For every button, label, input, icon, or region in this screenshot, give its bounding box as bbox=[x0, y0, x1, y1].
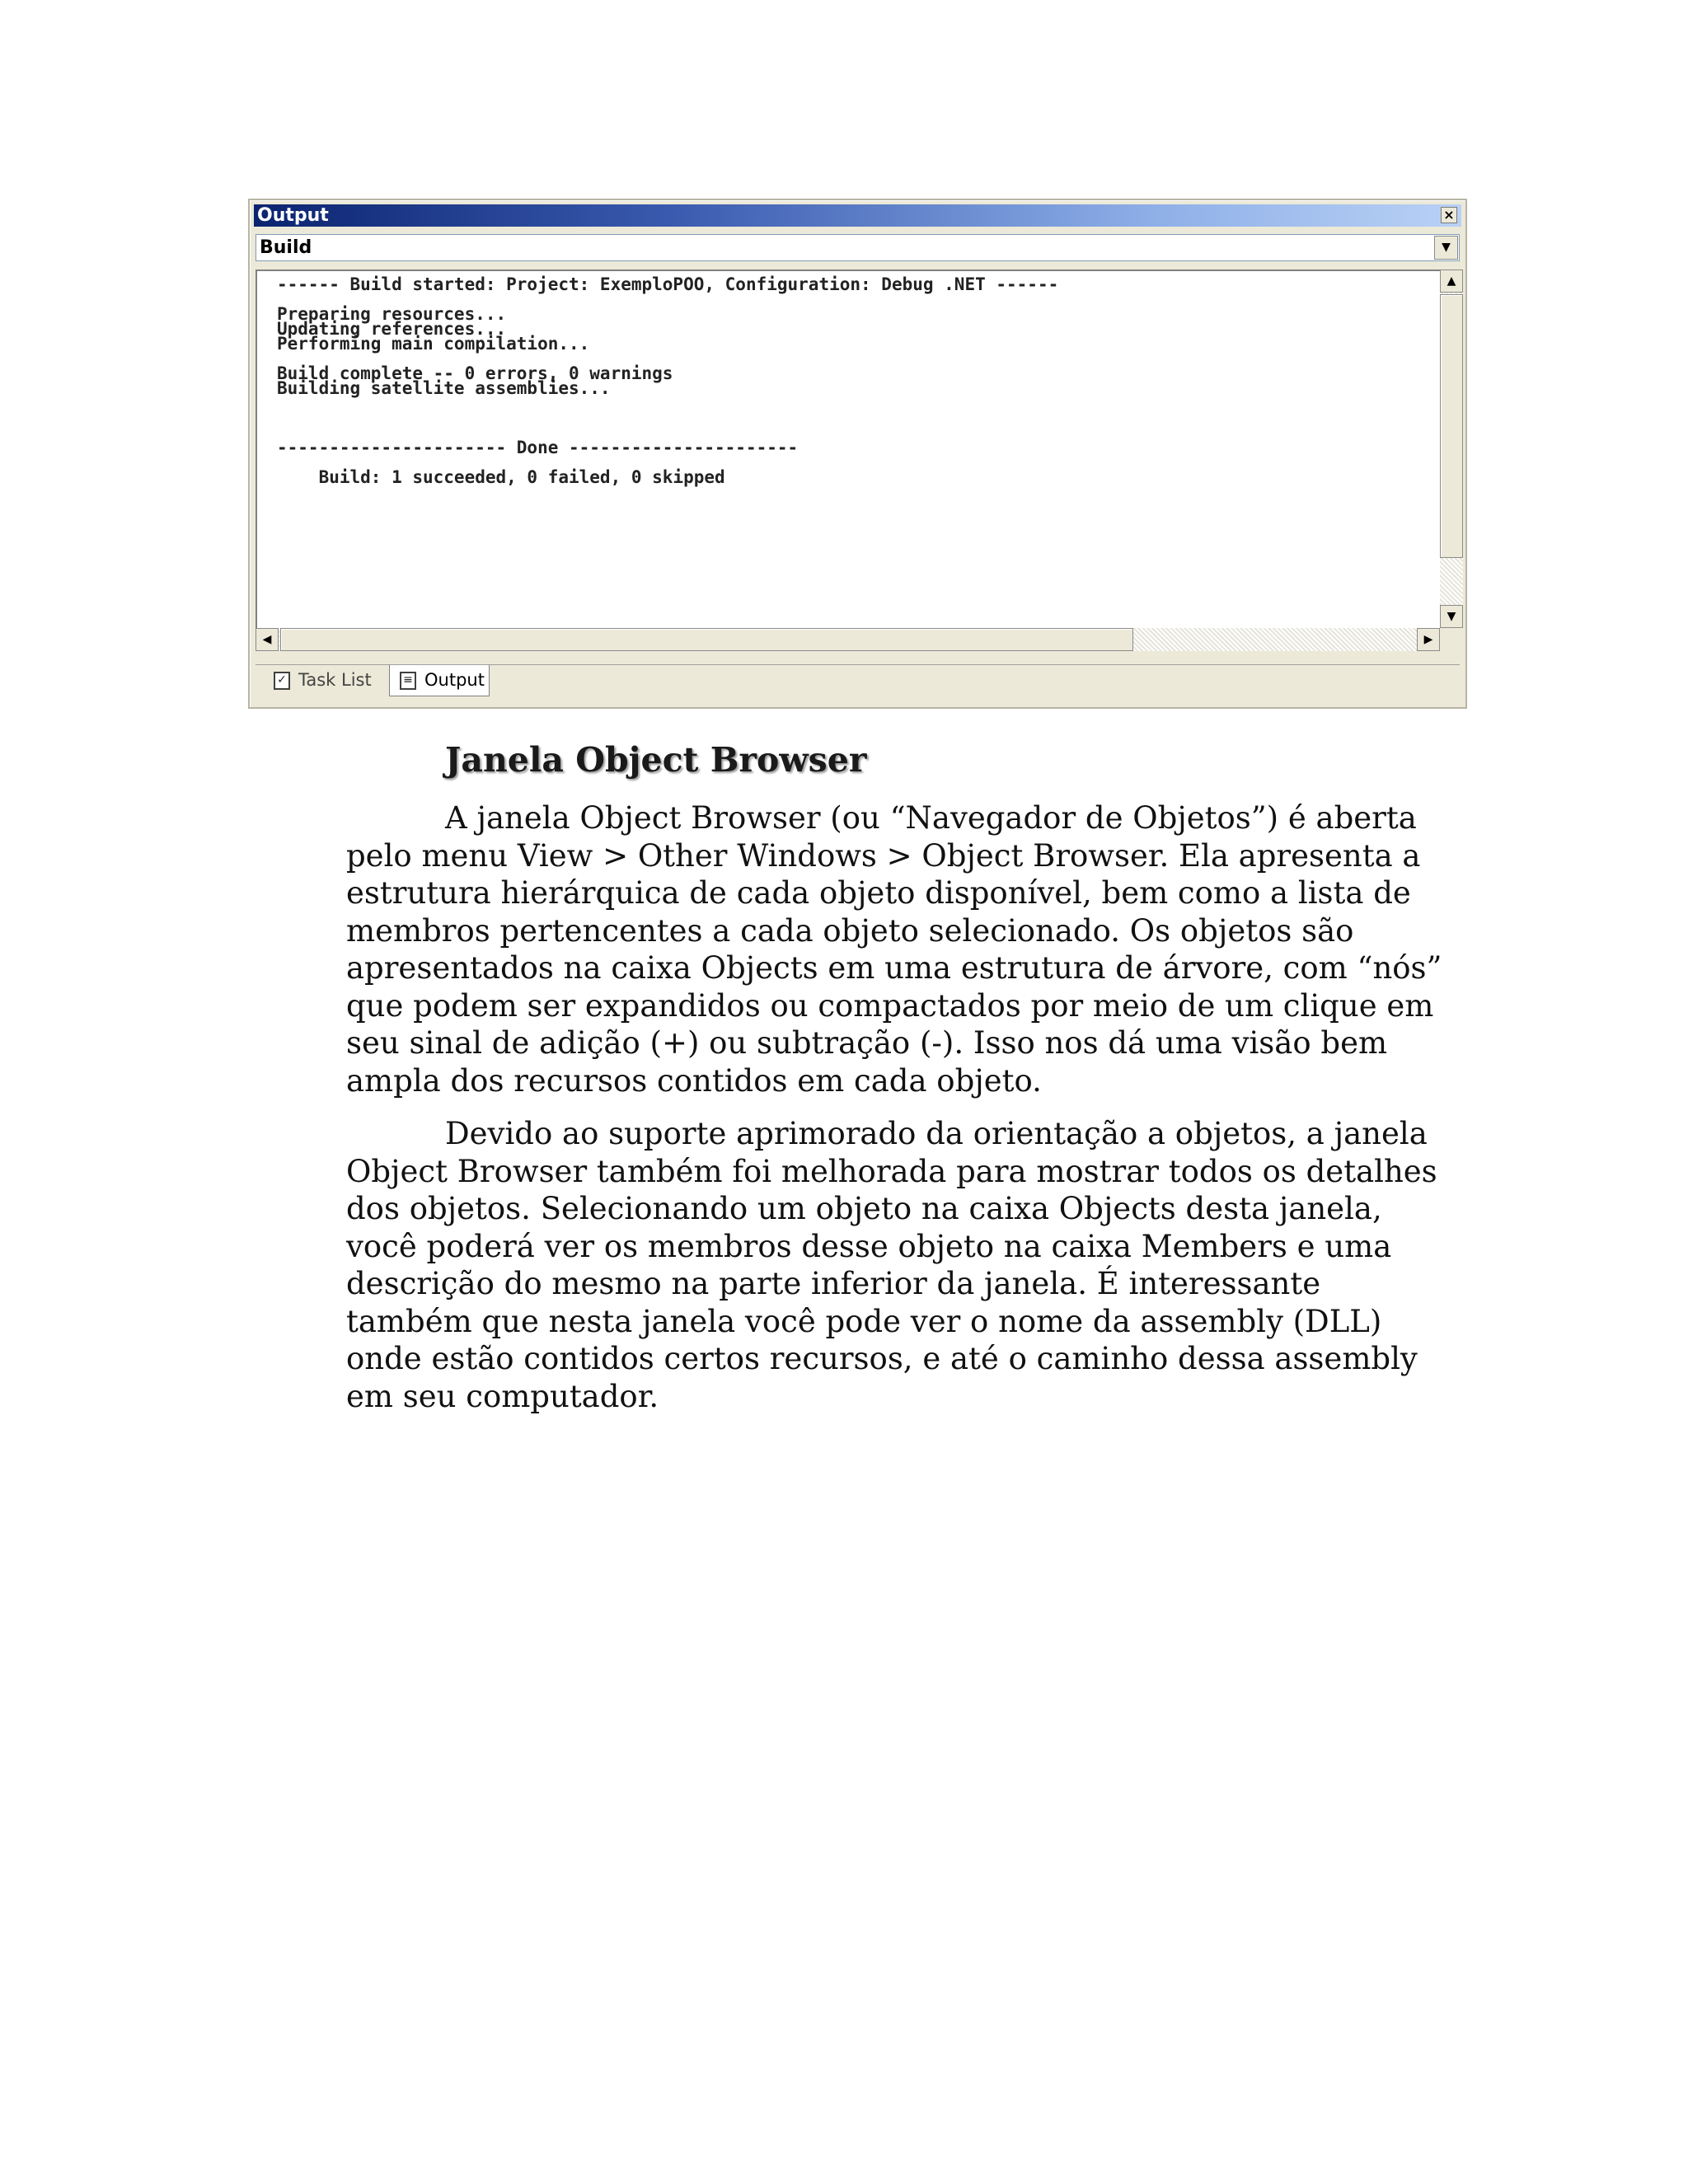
output-titlebar[interactable] bbox=[254, 204, 1461, 227]
vertical-scroll-thumb[interactable] bbox=[1440, 294, 1463, 558]
console-line: Performing main compilation... bbox=[277, 334, 590, 354]
vertical-scrollbar[interactable] bbox=[1440, 269, 1463, 628]
console-line: ---------------------- Done ---------------------- bbox=[277, 438, 799, 457]
output-title: Output bbox=[257, 205, 329, 226]
chevron-down-icon[interactable]: ▼ bbox=[1434, 236, 1458, 260]
tab-label: Output bbox=[424, 670, 485, 690]
console-line: Build complete -- 0 errors, 0 warnings bbox=[277, 363, 673, 383]
task-list-icon: ✓ bbox=[274, 672, 290, 690]
tab-task-list[interactable] bbox=[264, 665, 389, 696]
output-window bbox=[248, 199, 1467, 709]
scroll-right-icon[interactable]: ▶ bbox=[1417, 628, 1440, 651]
output-source-dropdown[interactable] bbox=[256, 234, 1460, 261]
close-icon[interactable]: × bbox=[1441, 207, 1457, 223]
bottom-tab-strip bbox=[256, 664, 1460, 700]
tab-output[interactable] bbox=[389, 665, 490, 696]
body-paragraph: Devido ao suporte aprimorado da orientação a objetos, a janela Object Browser também foi melhorada para mostrar todos os detalhes dos objetos. Selecionando um objeto na caixa Objects desta janela, você poderá ver os membros desse objeto na caixa Members e uma descrição do mesmo na parte inferior da janela. É interessante também que nesta janela você pode ver o nome da assembly (DLL) onde estão contidos certos recursos, e até o caminho dessa assembly em seu computador. bbox=[346, 1116, 1437, 1414]
horizontal-scroll-thumb[interactable] bbox=[280, 628, 1133, 651]
console-line: ------ Build started: Project: ExemploPOO, Configuration: Debug .NET ------ bbox=[277, 274, 1059, 294]
section-heading: Janela Object Browser bbox=[445, 740, 867, 780]
output-console[interactable] bbox=[256, 269, 1440, 628]
console-line: Build: 1 succeeded, 0 failed, 0 skipped bbox=[277, 467, 725, 487]
dropdown-value: Build bbox=[260, 237, 312, 258]
scroll-up-icon[interactable]: ▲ bbox=[1440, 269, 1463, 293]
console-line: Updating references... bbox=[277, 319, 507, 339]
console-line: Preparing resources... bbox=[277, 304, 507, 324]
horizontal-scrollbar[interactable] bbox=[256, 628, 1440, 651]
body-paragraph: A janela Object Browser (ou “Navegador de Objetos”) é aberta pelo menu View > Other Windows > Object Browser. Ela apresenta a estrutura hierárquica de cada objeto disponível, bem como a lista de membros pertencentes a cada objeto selecionado. Os objetos são apresentados na caixa Objects em uma estrutura de árvore, com “nós” que podem ser expandidos ou compactados por meio de um clique em seu sinal de adição (+) ou subtração (-). Isso nos dá uma visão bem ampla dos recursos contidos em cada objeto. bbox=[346, 800, 1442, 1099]
scroll-down-icon[interactable]: ▼ bbox=[1440, 605, 1463, 628]
scrollbar-corner bbox=[1440, 628, 1463, 651]
tab-label: Task List bbox=[298, 670, 372, 690]
console-line: Building satellite assemblies... bbox=[277, 378, 611, 398]
output-icon: ≡ bbox=[400, 672, 416, 690]
scroll-left-icon[interactable]: ◀ bbox=[256, 628, 279, 651]
